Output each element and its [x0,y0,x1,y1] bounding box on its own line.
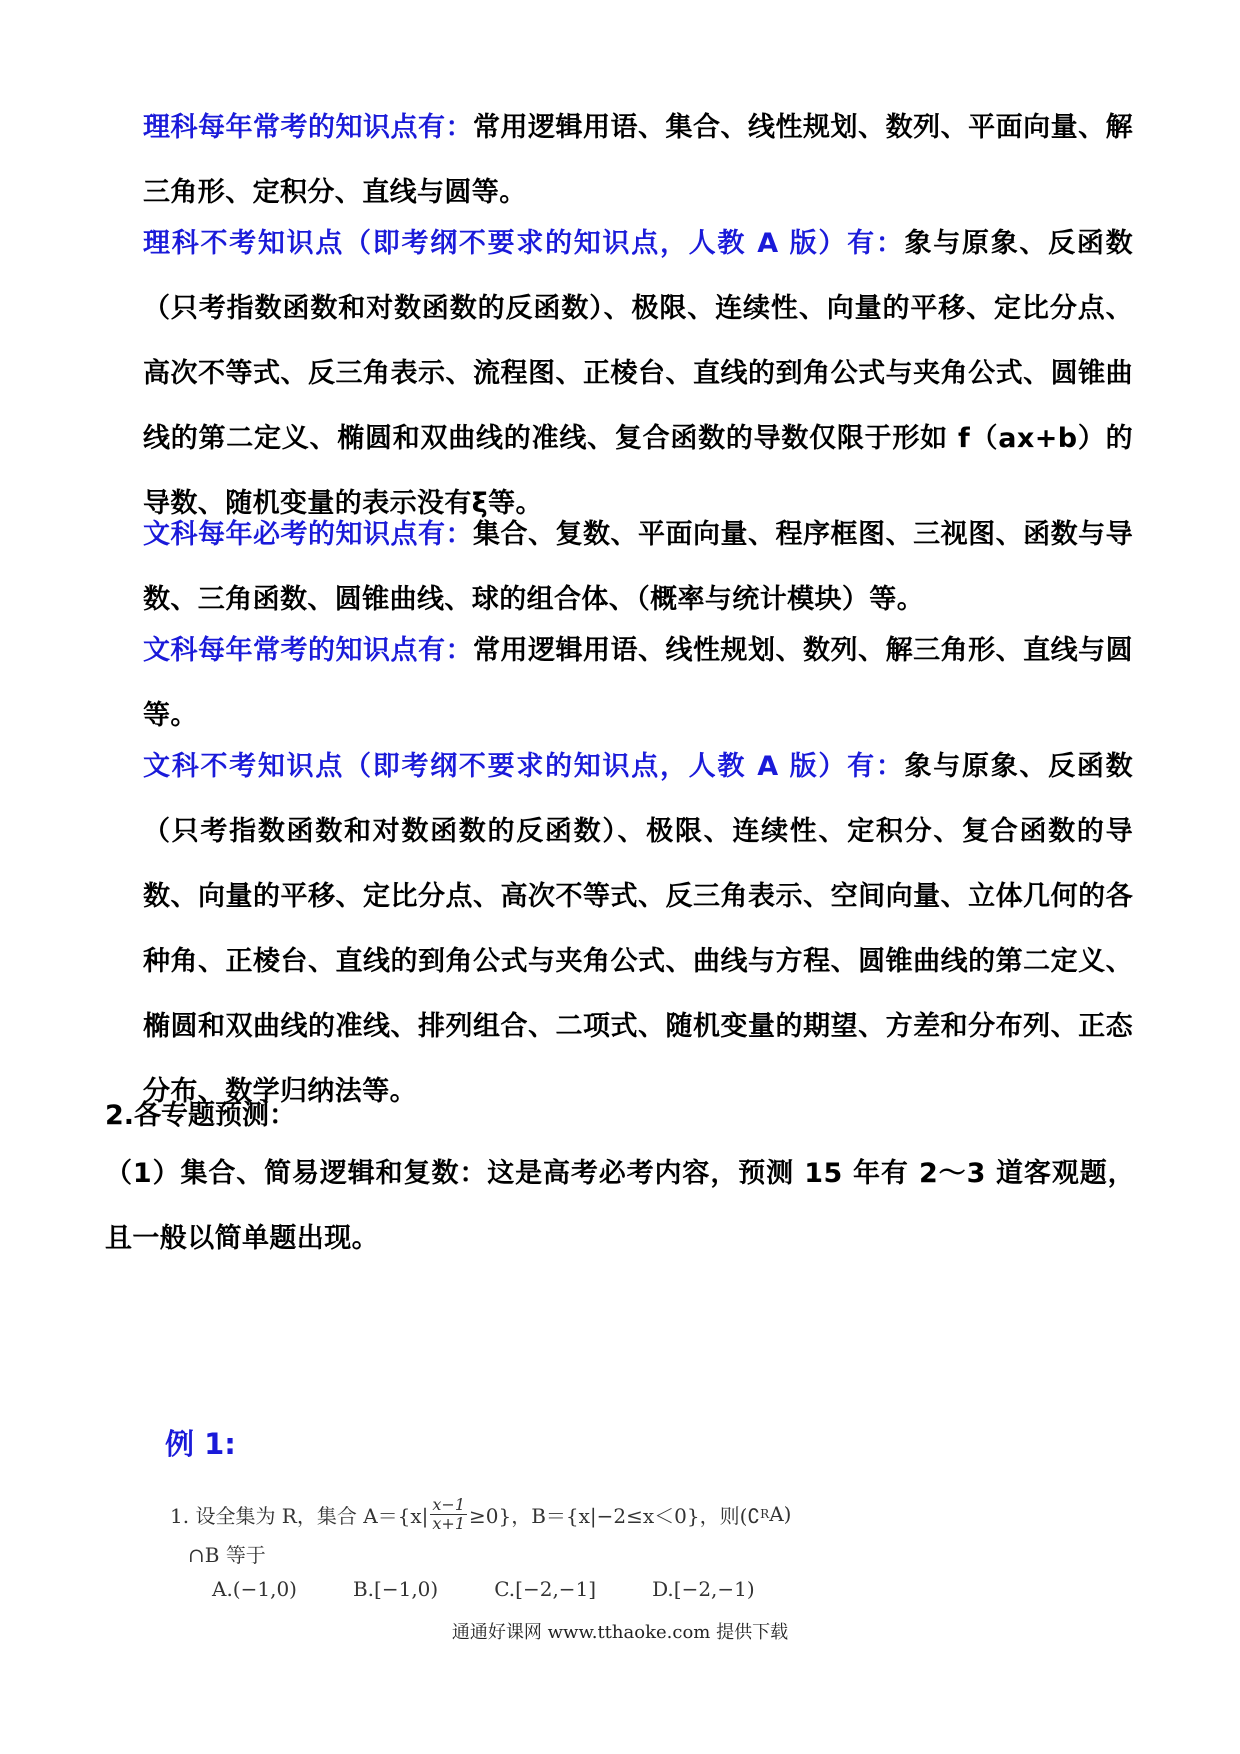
fraction-numerator: x−1 [432,1494,466,1514]
page-footer: 通通好课网 www.tthaoke.com 提供下载 [451,1622,789,1643]
paragraph-label: 文科不考知识点（即考纲不要求的知识点，人教 A 版）有： [143,751,905,782]
question-suffix-end: A) [769,1502,792,1526]
paragraph-science-excluded [143,211,1133,536]
paragraph-arts-required [143,502,1133,632]
topic-paragraph: （1）集合、简易逻辑和复数：这是高考必考内容，预测 15 年有 2～3 道客观题，且一般以简单题出现。 [105,1158,1135,1254]
paragraph-label: 文科每年常考的知识点有： [143,635,474,666]
option-d: D.[−2,−1) [652,1577,755,1601]
question-line [170,1490,1070,1538]
paragraph-science-common [143,95,1133,225]
answer-options [212,1572,1070,1606]
paragraph-text: 集合、复数、平面向量、程序框图、三视图、函数与导数、三角函数、圆锥曲线、球的组合体、（概率与统计模块）等。 [143,519,1133,615]
paragraph-text: 象与原象、反函数（只考指数函数和对数函数的反函数）、极限、连续性、定积分、复合函数的导数、向量的平移、定比分点、高次不等式、反三角表示、空间向量、立体几何的各种角、正棱台、直线的到角公式与夹角公式、曲线与方程、圆锥曲线的第二定义、椭圆和双曲线的准线、排列组合、二项式、随机变量的期望、方差和分布列、正态分布、数学归纳法等。 [143,751,1133,1107]
paragraph-text: 常用逻辑用语、集合、线性规划、数列、平面向量、解三角形、定积分、直线与圆等。 [143,112,1133,208]
paragraph-text: 常用逻辑用语、线性规划、数列、解三角形、直线与圆等。 [143,635,1133,731]
example-label: 例 1: [165,1427,236,1461]
fraction-denominator: x+1 [432,1513,466,1533]
question-prefix: 1. 设全集为 R，集合 A＝{x| [170,1503,429,1528]
paragraph-arts-common [143,618,1133,748]
paragraph-label: 理科每年常考的知识点有： [143,112,474,143]
option-c: C.[−2,−1] [494,1577,597,1601]
fraction [430,1496,467,1533]
complement-subscript: R [760,1507,770,1521]
paragraph-label: 理科不考知识点（即考纲不要求的知识点，人教 A 版）有： [143,228,905,259]
question-suffix: ≥0}，B＝{x|−2≤x＜0}，则(∁ [469,1503,761,1528]
section-heading: 2.各专题预测： [105,1100,297,1131]
paragraph-label: 文科每年必考的知识点有： [143,519,474,550]
question-continuation: ∩B 等于 [188,1543,266,1567]
example-question [170,1490,1070,1606]
option-b: B.[−1,0) [352,1577,439,1601]
paragraph-text: 象与原象、反函数（只考指数函数和对数函数的反函数）、极限、连续性、向量的平移、定比分点、高次不等式、反三角表示、流程图、正棱台、直线的到角公式与夹角公式、圆锥曲线的第二定义、椭圆和双曲线的准线、复合函数的导数仅限于形如 f（ax+b）的导数、随机变量的表示没有ξ等。 [143,228,1133,519]
option-a: A.(−1,0) [212,1577,297,1601]
paragraph-arts-excluded [143,734,1133,1124]
